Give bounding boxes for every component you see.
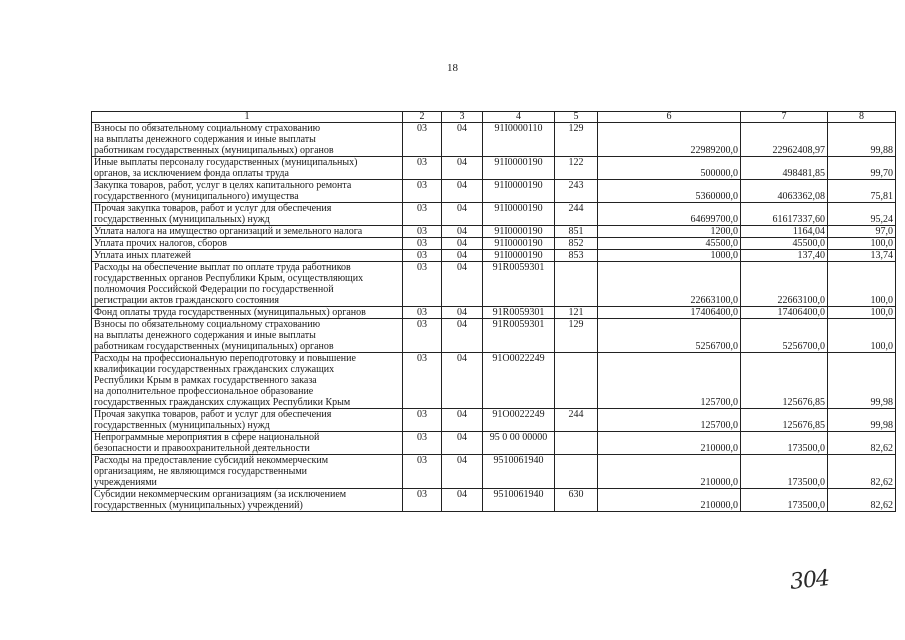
execution-percent: 99,98 [828,353,896,409]
row-name-line: Непрограммные мероприятия в сфере национальной [94,432,320,443]
row-name-line: на выплаты денежного содержания и иные выплаты [94,134,316,145]
subsection-code: 04 [442,489,483,512]
target-article-code: 91I0000110 [483,123,555,157]
target-article-code: 91I0000190 [483,203,555,226]
target-article-code: 91I0000190 [483,250,555,262]
column-header: 7 [741,112,828,123]
section-code: 03 [403,307,442,319]
executed-amount: 125676,85 [741,353,828,409]
budget-table [91,111,896,512]
subsection-code: 04 [442,203,483,226]
table-row [92,409,896,432]
row-name-line: Закупка товаров, работ, услуг в целях капитального ремонта [94,180,352,191]
row-name-line: Субсидии некоммерческим организациям (за исключением [94,489,347,500]
planned-amount: 125700,0 [598,353,741,409]
execution-percent: 100,0 [828,307,896,319]
expense-type-code [555,353,598,409]
planned-amount: 64699700,0 [598,203,741,226]
section-code: 03 [403,203,442,226]
row-name-line: учреждениями [94,477,157,488]
executed-amount: 5256700,0 [741,319,828,353]
row-name [92,432,403,455]
section-code: 03 [403,226,442,238]
planned-amount: 125700,0 [598,409,741,432]
row-name-line: на дополнительное профессиональное образование [94,386,314,397]
section-code: 03 [403,262,442,307]
executed-amount: 125676,85 [741,409,828,432]
row-name-line: органов, за исключением фонда оплаты труда [94,168,289,179]
table-row [92,455,896,489]
planned-amount: 22663100,0 [598,262,741,307]
target-article-code: 91I0000190 [483,238,555,250]
execution-percent: 75,81 [828,180,896,203]
planned-amount: 45500,0 [598,238,741,250]
execution-percent: 99,98 [828,409,896,432]
planned-amount: 17406400,0 [598,307,741,319]
subsection-code: 04 [442,432,483,455]
executed-amount: 4063362,08 [741,180,828,203]
target-article-code: 91O0022249 [483,409,555,432]
row-name [92,262,403,307]
expense-type-code: 853 [555,250,598,262]
execution-percent: 95,24 [828,203,896,226]
row-name-line: Прочая закупка товаров, работ и услуг для обеспечения [94,203,332,214]
row-name-line: квалификации государственных гражданских служащих [94,364,335,375]
column-header: 1 [92,112,403,123]
row-name [92,319,403,353]
target-article-code: 9510061940 [483,489,555,512]
executed-amount: 45500,0 [741,238,828,250]
table-row [92,307,896,319]
section-code: 03 [403,409,442,432]
row-name-line: на выплаты денежного содержания и иные выплаты [94,330,316,341]
subsection-code: 04 [442,157,483,180]
section-code: 03 [403,455,442,489]
expense-type-code: 851 [555,226,598,238]
executed-amount: 498481,85 [741,157,828,180]
row-name-line: Республики Крым в рамках государственного заказа [94,375,317,386]
section-code: 03 [403,157,442,180]
section-code: 03 [403,353,442,409]
table-row [92,353,896,409]
planned-amount: 1000,0 [598,250,741,262]
row-name-line: Уплата иных платежей [94,250,191,261]
expense-type-code: 243 [555,180,598,203]
row-name-line: работникам государственных (муниципальных) органов [94,341,334,352]
planned-amount: 1200,0 [598,226,741,238]
execution-percent: 82,62 [828,455,896,489]
row-name-line: Иные выплаты персоналу государственных (муниципальных) [94,157,358,168]
target-article-code: 91R0059301 [483,307,555,319]
executed-amount: 22663100,0 [741,262,828,307]
subsection-code: 04 [442,353,483,409]
subsection-code: 04 [442,307,483,319]
target-article-code: 91I0000190 [483,226,555,238]
section-code: 03 [403,238,442,250]
table-row [92,262,896,307]
planned-amount: 210000,0 [598,489,741,512]
row-name [92,226,403,238]
row-name-line: государственного (муниципального) имущества [94,191,299,202]
row-name-line: Расходы на обеспечение выплат по оплате труда работников [94,262,351,273]
row-name-line: государственных (муниципальных) учреждений) [94,500,303,511]
planned-amount: 210000,0 [598,432,741,455]
table-row [92,319,896,353]
executed-amount: 173500,0 [741,489,828,512]
section-code: 03 [403,123,442,157]
expense-type-code: 852 [555,238,598,250]
row-name [92,489,403,512]
expense-type-code: 121 [555,307,598,319]
subsection-code: 04 [442,262,483,307]
execution-percent: 99,70 [828,157,896,180]
subsection-code: 04 [442,226,483,238]
row-name-line: Уплата налога на имущество организаций и земельного налога [94,226,363,237]
execution-percent: 13,74 [828,250,896,262]
planned-amount: 210000,0 [598,455,741,489]
table-row [92,157,896,180]
handwritten-page-number: 304 [788,566,831,595]
expense-type-code: 129 [555,123,598,157]
expense-type-code: 630 [555,489,598,512]
row-name [92,353,403,409]
subsection-code: 04 [442,250,483,262]
target-article-code: 91O0022249 [483,353,555,409]
row-name-line: регистрации актов гражданского состояния [94,295,279,306]
table-row [92,226,896,238]
row-name [92,307,403,319]
section-code: 03 [403,180,442,203]
row-name-line: Фонд оплаты труда государственных (муниципальных) органов [94,307,366,318]
executed-amount: 17406400,0 [741,307,828,319]
column-header: 3 [442,112,483,123]
column-header: 8 [828,112,896,123]
planned-amount: 5360000,0 [598,180,741,203]
row-name-line: безопасности и правоохранительной деятельности [94,443,310,454]
execution-percent: 97,0 [828,226,896,238]
expense-type-code: 244 [555,203,598,226]
execution-percent: 100,0 [828,238,896,250]
subsection-code: 04 [442,238,483,250]
table-row [92,432,896,455]
target-article-code: 91R0059301 [483,262,555,307]
execution-percent: 82,62 [828,489,896,512]
expense-type-code [555,262,598,307]
executed-amount: 173500,0 [741,432,828,455]
row-name-line: государственных гражданских служащих Республики Крым [94,397,351,408]
column-header: 4 [483,112,555,123]
executed-amount: 1164,04 [741,226,828,238]
expense-type-code: 129 [555,319,598,353]
planned-amount: 5256700,0 [598,319,741,353]
row-name-line: организациям, не являющимся государственными [94,466,308,477]
executed-amount: 22962408,97 [741,123,828,157]
table-row [92,203,896,226]
table-row [92,180,896,203]
target-article-code: 91I0000190 [483,180,555,203]
row-name-line: Прочая закупка товаров, работ и услуг для обеспечения [94,409,332,420]
row-name-line: Взносы по обязательному социальному страхованию [94,123,321,134]
table-row [92,489,896,512]
section-code: 03 [403,250,442,262]
section-code: 03 [403,489,442,512]
row-name-line: государственных органов Республики Крым, осуществляющих [94,273,364,284]
row-name-line: работникам государственных (муниципальных) органов [94,145,334,156]
row-name [92,250,403,262]
expense-type-code: 244 [555,409,598,432]
section-code: 03 [403,319,442,353]
executed-amount: 137,40 [741,250,828,262]
column-header: 2 [403,112,442,123]
target-article-code: 95 0 00 00000 [483,432,555,455]
expense-type-code [555,432,598,455]
planned-amount: 500000,0 [598,157,741,180]
column-header: 5 [555,112,598,123]
table-row [92,250,896,262]
column-header: 6 [598,112,741,123]
subsection-code: 04 [442,123,483,157]
row-name [92,238,403,250]
subsection-code: 04 [442,319,483,353]
execution-percent: 100,0 [828,319,896,353]
execution-percent: 82,62 [828,432,896,455]
row-name [92,203,403,226]
row-name-line: Расходы на профессиональную переподготовку и повышение [94,353,356,364]
executed-amount: 173500,0 [741,455,828,489]
table-row [92,123,896,157]
planned-amount: 22989200,0 [598,123,741,157]
subsection-code: 04 [442,409,483,432]
subsection-code: 04 [442,180,483,203]
header-row [92,112,896,123]
row-name-line: государственных (муниципальных) нужд [94,214,270,225]
execution-percent: 100,0 [828,262,896,307]
row-name-line: полномочия Российской Федерации по государственной [94,284,334,295]
page-number: 18 [447,62,458,74]
expense-type-code: 122 [555,157,598,180]
row-name-line: Уплата прочих налогов, сборов [94,238,227,249]
target-article-code: 91I0000190 [483,157,555,180]
row-name-line: государственных (муниципальных) нужд [94,420,270,431]
row-name [92,157,403,180]
execution-percent: 99,88 [828,123,896,157]
expense-type-code [555,455,598,489]
row-name [92,180,403,203]
executed-amount: 61617337,60 [741,203,828,226]
subsection-code: 04 [442,455,483,489]
target-article-code: 9510061940 [483,455,555,489]
row-name [92,409,403,432]
section-code: 03 [403,432,442,455]
row-name [92,455,403,489]
target-article-code: 91R0059301 [483,319,555,353]
table-row [92,238,896,250]
row-name-line: Расходы на предоставление субсидий некоммерческим [94,455,329,466]
row-name [92,123,403,157]
row-name-line: Взносы по обязательному социальному страхованию [94,319,321,330]
